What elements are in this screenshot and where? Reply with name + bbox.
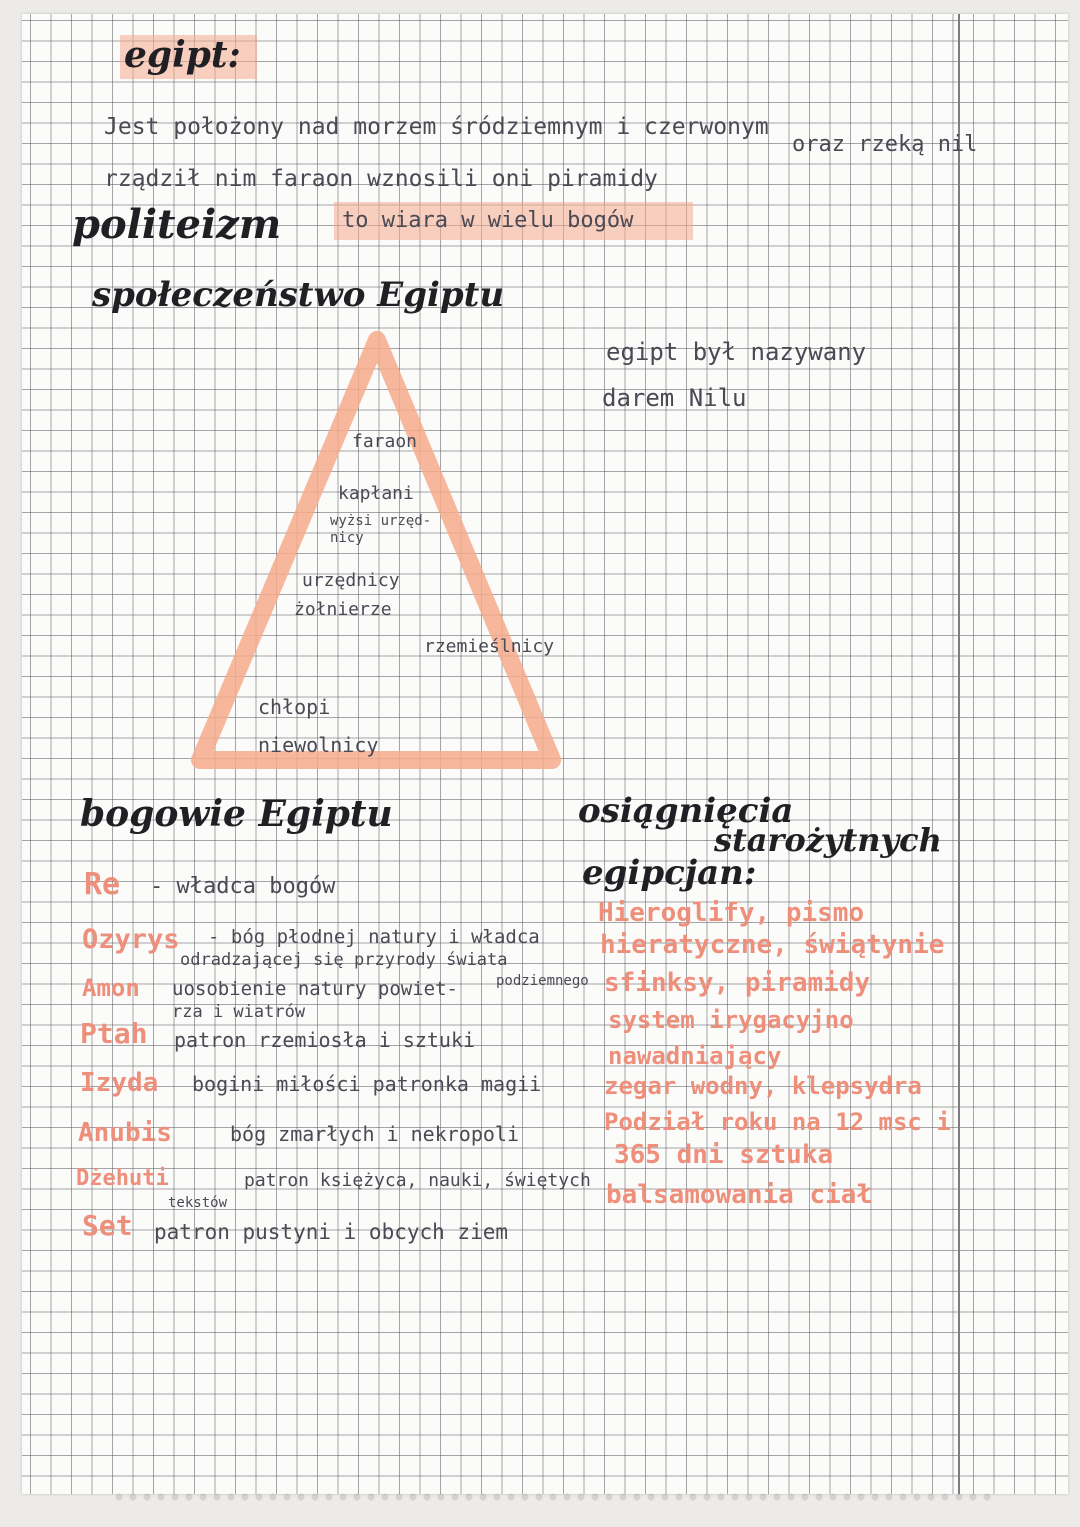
achievement-item: system irygacyjno — [608, 1006, 854, 1034]
god-description: patron pustyni i obcych ziem — [154, 1220, 509, 1244]
nile-note-line-1: egipt był nazywany — [606, 338, 867, 366]
politeism-term: politeizm — [72, 201, 282, 248]
page-title: egipt: — [120, 35, 257, 79]
god-name: Dżehuti — [76, 1166, 169, 1191]
intro-line-2: rządził nim faraon wznosili oni piramidy — [104, 166, 658, 192]
god-description: uosobienie natury powiet- — [172, 978, 458, 1000]
pyramid-level-craftsmen: rzemieślnicy — [424, 636, 555, 657]
intro-line-1-end: oraz rzeką nil — [792, 132, 978, 157]
pyramid-level-slaves: niewolnicy — [258, 733, 379, 757]
achievement-item: Hieroglify, pismo — [598, 898, 865, 928]
achievement-item: nawadniający — [608, 1042, 782, 1070]
gods-heading: bogowie Egiptu — [80, 793, 393, 835]
god-name: Set — [82, 1209, 133, 1242]
god-description: bóg zmarłych i nekropoli — [230, 1122, 519, 1146]
pyramid-level-officials-a: wyżsi urzęd- — [330, 513, 432, 529]
achievements-heading-2: starożytnych — [714, 821, 942, 859]
god-name: Izyda — [80, 1068, 159, 1098]
achievement-item: hieratyczne, świątynie — [600, 930, 945, 960]
pyramid-level-soldiers: żołnierze — [294, 599, 392, 620]
perforation — [112, 1490, 992, 1504]
god-description-cont: podziemnego — [496, 973, 589, 989]
pyramid-level-priests: kapłani — [338, 483, 414, 504]
god-name: Anubis — [78, 1118, 172, 1148]
achievement-item: sfinksy, piramidy — [604, 968, 871, 998]
pyramid-level-officials-b: nicy — [330, 530, 364, 546]
god-name: Re — [84, 867, 121, 902]
intro-line-1: Jest położony nad morzem śródziemnym i czerwonym — [104, 114, 769, 140]
achievements-heading-1: osiągnięcia — [578, 791, 794, 831]
god-description-cont: tekstów — [168, 1195, 228, 1211]
god-name: Ptah — [80, 1017, 148, 1050]
pyramid-level-clerks: urzędnicy — [302, 570, 400, 591]
pyramid-level-pharaoh: faraon — [352, 431, 418, 452]
achievement-item: zegar wodny, klepsydra — [604, 1072, 922, 1100]
achievement-item: balsamowania ciał — [606, 1180, 873, 1210]
god-description: - bóg płodnej natury i władca — [208, 926, 540, 948]
achievement-item: Podział roku na 12 msc i — [604, 1108, 951, 1136]
god-description: patron rzemiosła i sztuki — [174, 1028, 476, 1052]
god-name: Ozyrys — [82, 924, 180, 955]
god-description-cont: odradzającej się przyrody świata — [180, 950, 508, 970]
politeism-definition: to wiara w wielu bogów — [334, 202, 693, 240]
god-description-cont: rza i wiatrów — [172, 1002, 306, 1022]
margin-line — [958, 14, 960, 1494]
nile-note-line-2: darem Nilu — [602, 384, 747, 412]
god-name: Amon — [82, 974, 140, 1002]
god-description: bogini miłości patronka magii — [192, 1072, 542, 1096]
god-description: patron księżyca, nauki, świętych — [244, 1170, 591, 1191]
god-description: - władca bogów — [150, 874, 336, 899]
pyramid-level-peasants: chłopi — [258, 695, 331, 719]
achievements-heading-3: egipcjan: — [582, 853, 757, 893]
society-heading: społeczeństwo Egiptu — [92, 275, 505, 315]
achievement-item: 365 dni sztuka — [614, 1140, 834, 1170]
